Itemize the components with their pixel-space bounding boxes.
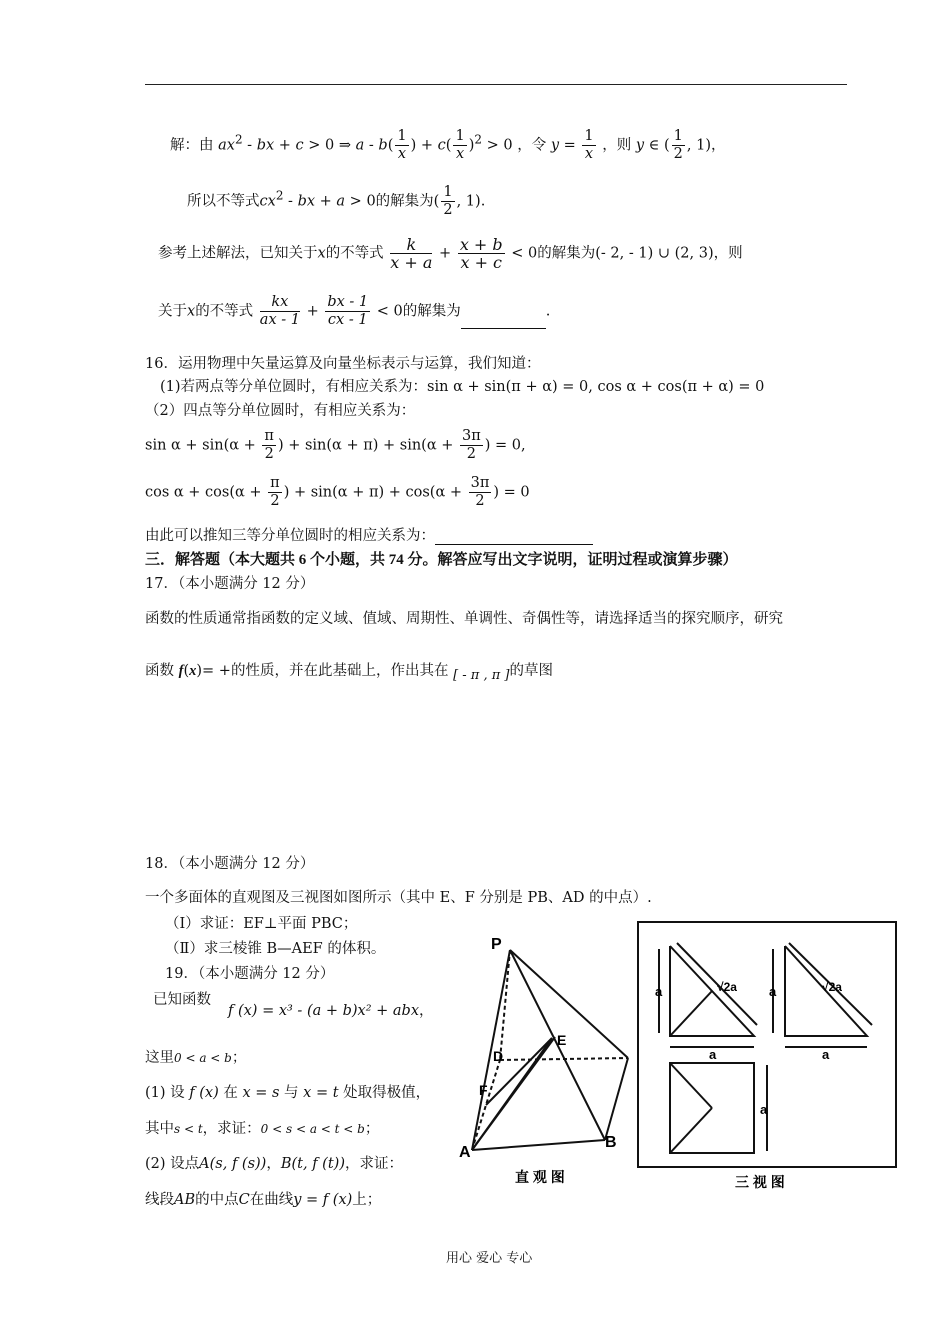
q15-line2: 所以不等式$cx^2$ - bx + a > 0的解集为( $\frac{1}{2}$ , 1). xyxy=(187,184,486,218)
q19-part1-cont: 其中s < t，求证：0 < s < a < t < b； xyxy=(145,1121,380,1137)
front-bottom-a: a xyxy=(709,1047,717,1062)
q18-title: 18．（本小题满分 12 分） xyxy=(145,856,315,872)
q19-intro: 已知函数 xyxy=(153,992,211,1008)
side-diag: √2a xyxy=(822,980,842,994)
q16-part2: （2）四点等分单位圆时，有相应关系为： xyxy=(145,403,416,419)
section-3-heading: 三．解答题（本大题共 6 个小题，共 74 分。解答应写出文字说明，证明过程或演算步骤） xyxy=(145,552,738,568)
label-a: A xyxy=(459,1144,471,1161)
q17-line1: 函数的性质通常指函数的定义域、值域、周期性、单调性、奇偶性等，请选择适当的探究顺序，研究 xyxy=(145,611,783,627)
three-view-label: 三 视 图 xyxy=(735,1174,785,1190)
side-bottom-a: a xyxy=(822,1047,830,1062)
q19-part1: (1) 设 f (x) 在 x = s 与 x = t 处取得极值， xyxy=(145,1085,431,1101)
q18-intro: 一个多面体的直观图及三视图如图所示（其中 E、F 分别是 PB、AD 的中点）. xyxy=(145,890,652,906)
q15-line4: 关于x的不等式 $\frac{kx}{ax - 1}$ + $\frac{bx - 1}{cx - 1}$ < 0的解集为 . xyxy=(158,294,551,328)
three-view-figure xyxy=(637,921,897,1196)
top-dim-a: a xyxy=(760,1102,768,1117)
perspective-label: 直 观 图 xyxy=(515,1169,565,1185)
q15-line1: 解：由 $ax^2$ - bx + c > 0 ⇒ a - b( $\frac{1}{x}$ ) + c( $\frac{1}{x}$ )$^2$ > 0 ，令 y = $\frac{1}{x}$ ，则 y ∈ ( $\frac{1}{2}$ , 1)， xyxy=(170,128,726,162)
label-b: B xyxy=(605,1134,617,1151)
q17-line2: 函数 f(x)= +的性质，并在此基础上，作出其在 [ - π , π ]的草图 xyxy=(145,663,553,683)
q18-part2: （Ⅱ）求三棱锥 B—AEF 的体积。 xyxy=(165,941,386,957)
label-p: P xyxy=(491,936,502,953)
q19-function: f (x) = x³ - (a + b)x² + abx， xyxy=(228,1003,434,1019)
front-dim-a: a xyxy=(655,984,663,999)
q16-formula-cos: cos α + cos(α + $\frac{\pi}{2}$ ) + sin(α + π) + cos(α + $\frac{3\pi}{2}$ ) = 0 xyxy=(145,475,530,509)
front-diag: √2a xyxy=(717,980,737,994)
q19-title: 19．（本小题满分 12 分） xyxy=(165,966,335,982)
q16-part1: (1)若两点等分单位圆时，有相应关系为：sin α + sin(π + α) = 0, cos α + cos(π + α) = 0 xyxy=(160,379,765,395)
q15-line3: 参考上述解法，已知关于x的不等式 $\frac{k}{x + a}$ + $\frac{x + b}{x + c}$ < 0的解集为(- 2, - 1) ∪ (2, 3)，则 xyxy=(158,235,743,272)
q19-part3: 线段AB的中点C在曲线y = f (x)上； xyxy=(145,1192,382,1208)
perspective-figure xyxy=(455,925,645,1190)
header-rule xyxy=(145,84,847,85)
q19-where: 这里0 < a < b； xyxy=(145,1050,247,1066)
label-f: F xyxy=(479,1082,488,1098)
q17-title: 17．（本小题满分 12 分） xyxy=(145,576,315,592)
label-d: D xyxy=(493,1048,504,1064)
q19-part2: (2) 设点A(s, f (s))，B(t, f (t))，求证： xyxy=(145,1156,403,1172)
q18-part1: （Ⅰ）求证：EF⊥平面 PBC； xyxy=(165,916,358,932)
q16-formula-sin: sin α + sin(α + $\frac{\pi}{2}$ ) + sin(α + π) + sin(α + $\frac{3\pi}{2}$ ) = 0, xyxy=(145,428,526,462)
q16-title: 16．运用物理中矢量运算及向量坐标表示与运算，我们知道： xyxy=(145,356,541,372)
label-e: E xyxy=(557,1032,567,1048)
q16-conclusion: 由此可以推知三等分单位圆时的相应关系为： xyxy=(145,524,593,545)
side-dim-a: a xyxy=(769,984,777,999)
footer-text: 用心 爱心 专心 xyxy=(446,1251,533,1266)
